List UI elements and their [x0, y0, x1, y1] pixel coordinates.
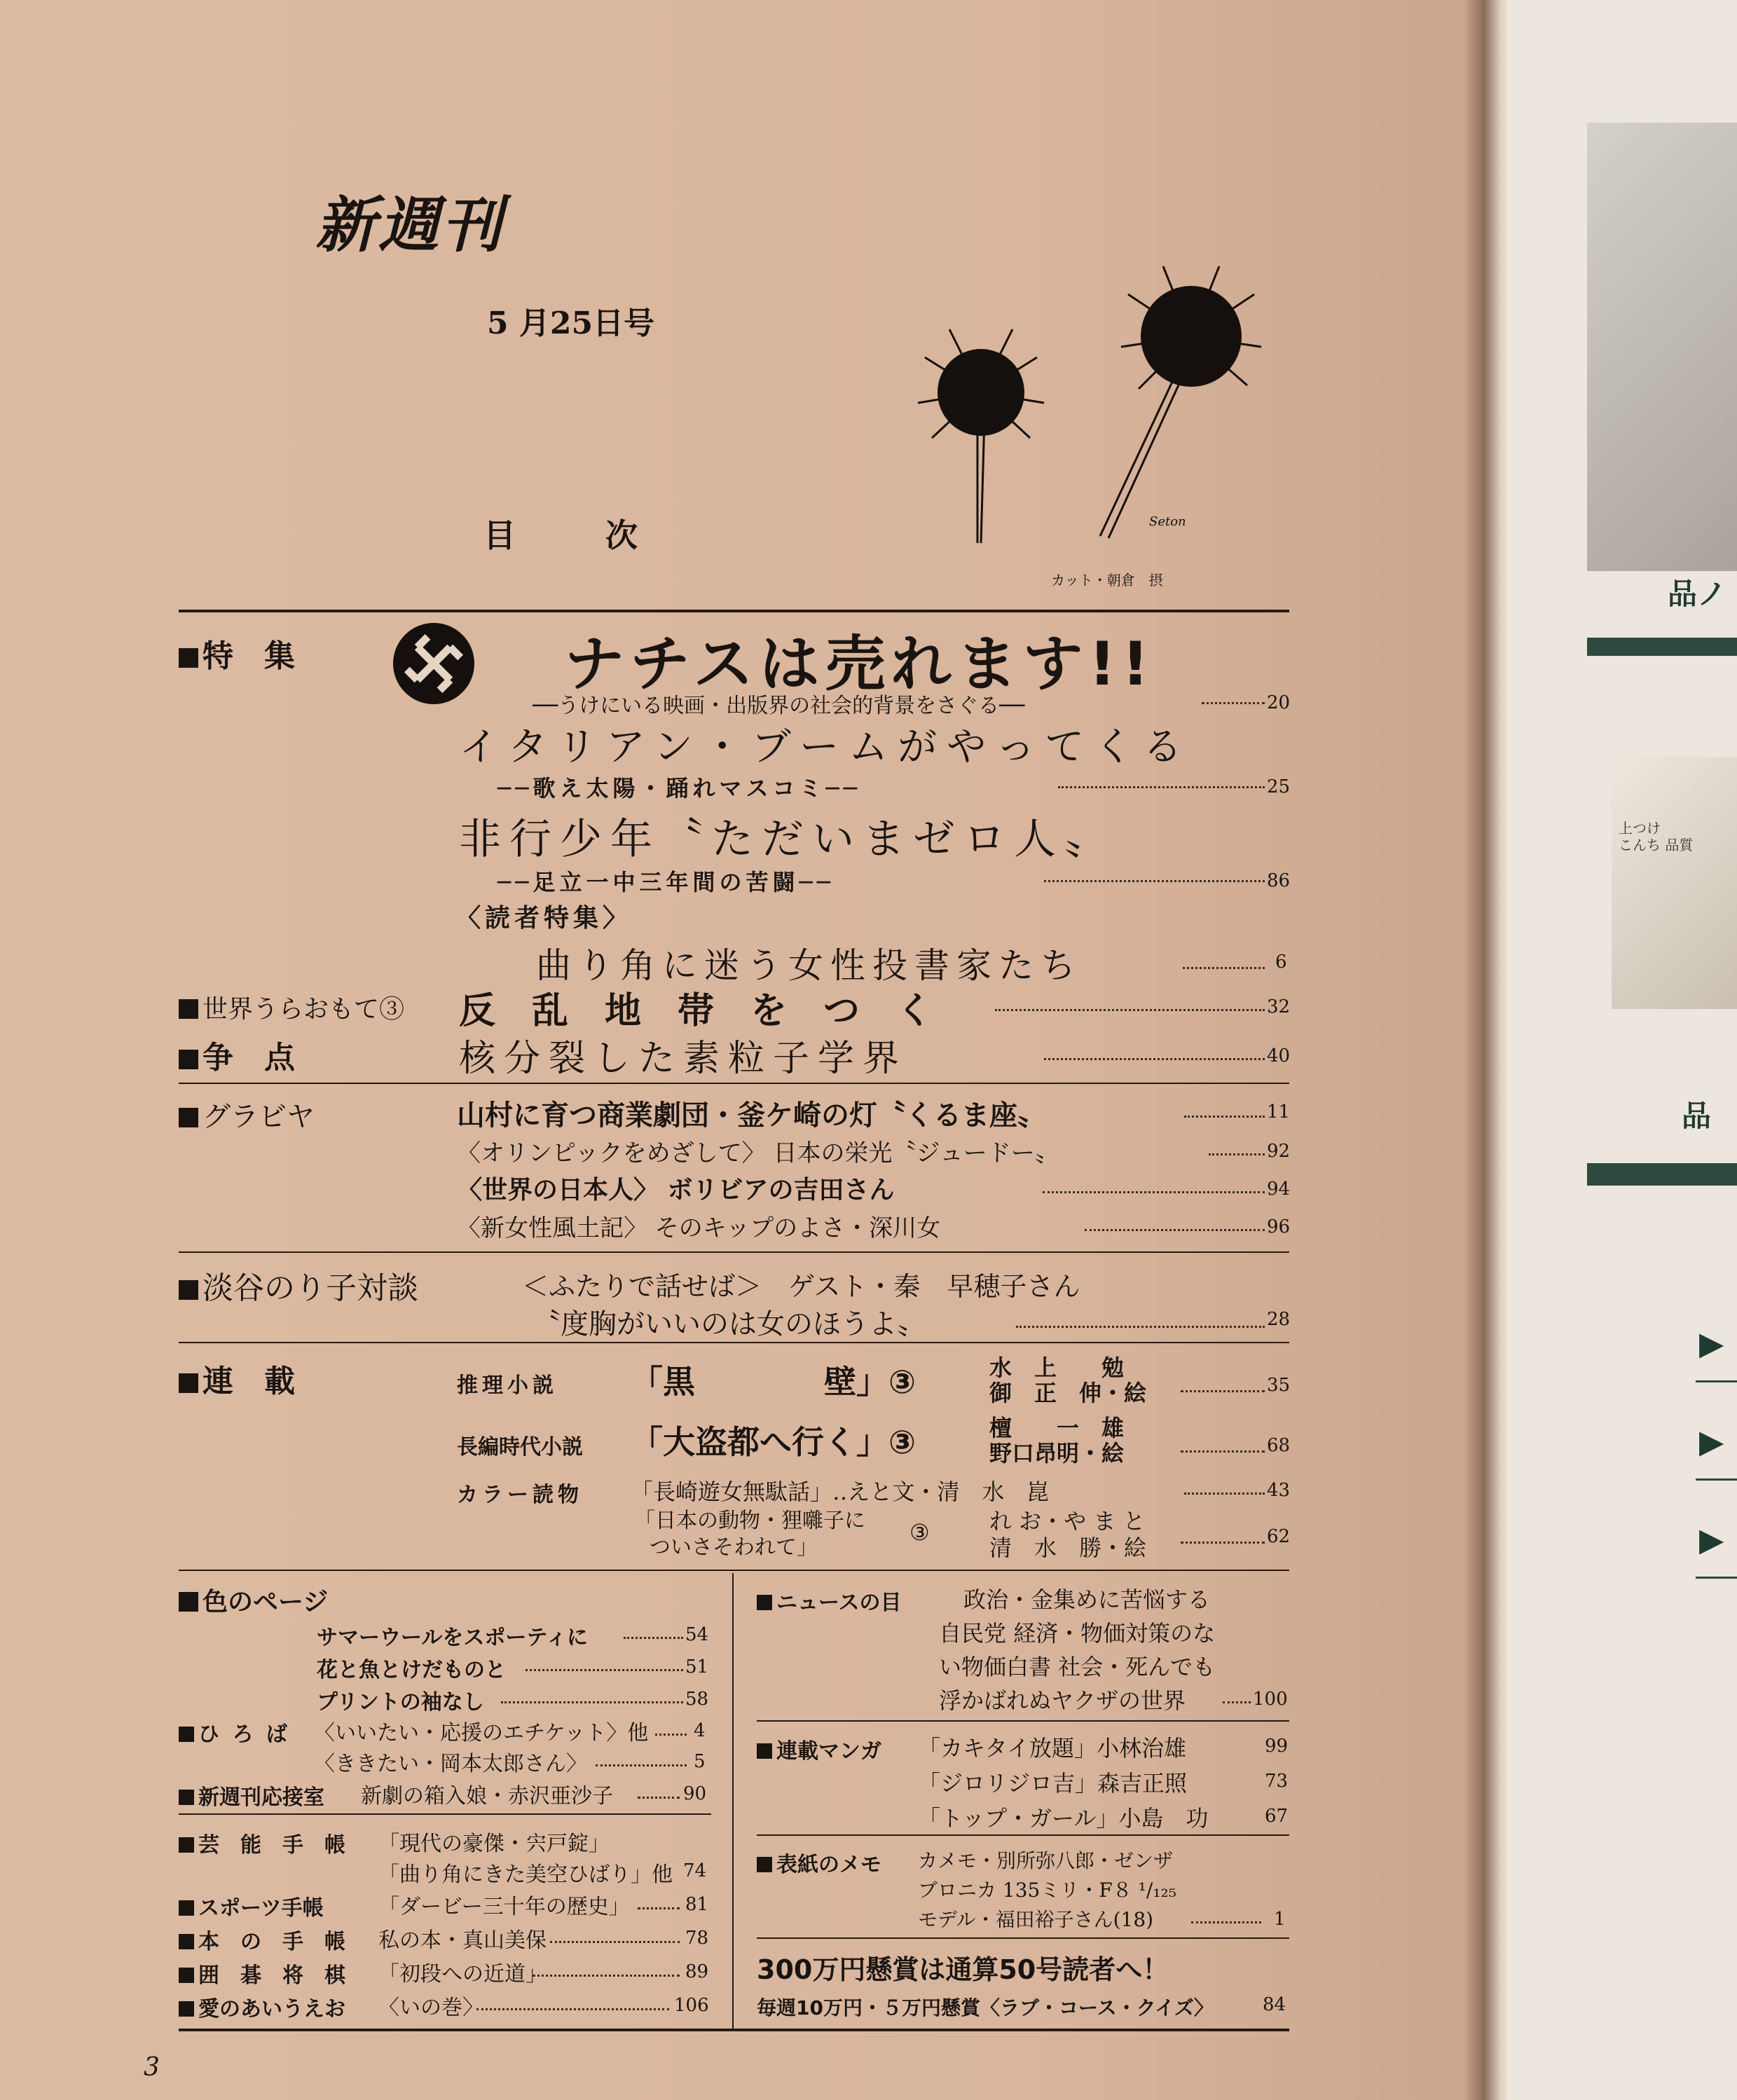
- section-rule: [757, 1720, 1289, 1722]
- italian-boom-subtitle: ──歌え太陽・踊れマスコミ──: [497, 775, 862, 802]
- leader-dots: [1085, 1229, 1265, 1231]
- talk-page: 28: [1267, 1309, 1291, 1330]
- manga-item: 「ジロリジロ吉」森吉正照: [918, 1770, 1188, 1797]
- serial-title: 「黒 壁」③: [631, 1363, 916, 1401]
- lead-article-subtitle: ──うけにいる映画・出版界の社会的背景をさぐる──: [533, 694, 1025, 718]
- magazine-title: 新週刊: [315, 191, 504, 261]
- arrow-icon: ▶: [1699, 1521, 1724, 1558]
- sports-label: スポーツ手帳: [179, 1890, 324, 1921]
- serial-genre: カラー読物: [457, 1483, 583, 1507]
- cut-credit: カット・朝倉 摂: [1051, 572, 1163, 589]
- leader-dots: [655, 1734, 687, 1736]
- cover-memo-page: 1: [1274, 1909, 1286, 1930]
- women-writers-title: 曲り角に迷う女性投書家たち: [536, 945, 1083, 986]
- color-page-item: プリントの袖なし: [317, 1690, 484, 1715]
- serial-author-block: れ お・や ま と 清 水 勝・絵: [989, 1508, 1147, 1561]
- women-writers-page: 6: [1275, 952, 1287, 973]
- hiroba-item-page: 4: [694, 1720, 706, 1741]
- leader-dots: [1181, 1542, 1265, 1544]
- leader-dots: [1044, 880, 1265, 882]
- swastika-emblem-icon: [391, 621, 476, 706]
- issue-section-label: 争 点: [179, 1032, 295, 1077]
- leader-dots: [1223, 1701, 1251, 1703]
- delinquency-title: 非行少年〝ただいまゼロ人〟: [459, 815, 1115, 864]
- color-page-item: サマーウールをスポーティに: [317, 1626, 588, 1650]
- cover-memo-line: カメモ・別所弥八郎・ゼンザ: [918, 1849, 1174, 1872]
- section-rule: [179, 1083, 1289, 1084]
- toc-top-rule: [179, 610, 1289, 612]
- world-article-page: 32: [1267, 996, 1291, 1017]
- gravure-item-1: 山村に育つ商業劇団・釜ケ崎の灯〝くるま座〟: [457, 1099, 1045, 1132]
- product-caption: 品: [1682, 1099, 1712, 1133]
- toc-heading: 目 次: [483, 516, 646, 554]
- gravure-item-4: 〈新女性風土記〉 そのキップのよさ・深川女: [457, 1214, 941, 1242]
- leader-dots: [1016, 1326, 1265, 1328]
- gravure-item-3: 〈世界の日本人〉 ボリビアの吉田さん: [457, 1176, 895, 1205]
- column-divider: [732, 1573, 734, 2029]
- serial-mark: ③: [909, 1519, 930, 1546]
- divider-line: [1696, 1478, 1737, 1481]
- italian-boom-page: 25: [1267, 776, 1291, 797]
- hiroba-item-page: 5: [694, 1751, 706, 1772]
- hiroba-label: ひ ろ ば: [179, 1717, 290, 1748]
- news-line: 自民党 経済・物価対策のな: [939, 1620, 1216, 1647]
- package-photo: [1612, 757, 1737, 1009]
- ai-label: 愛のあいうえお: [179, 1991, 345, 2022]
- talk-title: 〝度胸がいいのは女のほうよ〟: [533, 1308, 925, 1340]
- section-rule: [179, 1251, 1289, 1253]
- issue-date: 5 月25日号: [487, 306, 655, 341]
- section-rule: [757, 1834, 1289, 1836]
- leader-dots: [624, 1637, 683, 1639]
- book-text: 私の本・真山美保: [378, 1928, 547, 1953]
- color-page-item: 花と魚とけだものと: [317, 1658, 506, 1682]
- gravure-item-2: 〈オリンピックをめざして〉 日本の栄光〝ジュードー〟: [457, 1139, 1059, 1167]
- color-page-item-page: 51: [685, 1656, 709, 1677]
- text-panel: [1587, 1186, 1737, 1981]
- section-rule: [757, 1937, 1289, 1939]
- gravure-item-3-page: 94: [1267, 1179, 1291, 1200]
- serial-genre: 長編時代小説: [457, 1435, 583, 1460]
- issue-article-page: 40: [1267, 1045, 1291, 1066]
- leader-dots: [526, 1669, 683, 1671]
- color-page-item-page: 58: [685, 1689, 709, 1710]
- talk-section-label: 淡谷のり子対談: [179, 1263, 418, 1308]
- leader-dots: [638, 1797, 680, 1799]
- leader-dots: [1043, 1191, 1265, 1193]
- leader-dots: [533, 1975, 680, 1977]
- world-section-label: 世界うらおもて③: [179, 989, 404, 1025]
- serial-author-block: 水 上 勉 御 正 伸・絵: [989, 1354, 1147, 1406]
- reception-page: 90: [683, 1783, 707, 1804]
- arrow-icon: ▶: [1699, 1422, 1724, 1460]
- gravure-section-label: グラビヤ: [179, 1094, 315, 1134]
- news-label: ニュースの目: [757, 1585, 902, 1616]
- leader-dots: [1044, 1058, 1265, 1060]
- serial-title: 「長崎遊女無駄話」‥えと文・清 水 崑: [631, 1478, 1050, 1505]
- news-line: い物価白書 社会・死んでも: [939, 1654, 1216, 1680]
- geino-page: 74: [683, 1860, 707, 1881]
- leader-dots: [1181, 1450, 1265, 1453]
- news-page: 100: [1253, 1689, 1288, 1710]
- illustrator-signature: Seton: [1149, 514, 1186, 529]
- hiroba-item: 〈ききたい・岡本太郎さん〉: [314, 1752, 587, 1776]
- divider-line: [1696, 1380, 1737, 1382]
- serial-page: 35: [1267, 1375, 1291, 1396]
- sports-page: 81: [685, 1894, 709, 1915]
- divider-line: [1696, 1577, 1737, 1579]
- manga-item: 「カキタイ放題」小林治雄: [918, 1735, 1187, 1762]
- italian-boom-title: イタリアン・ブームがやってくる: [459, 725, 1193, 770]
- prize-page: 84: [1263, 1994, 1286, 2015]
- ai-text: 〈いの巻〉: [378, 1996, 483, 2020]
- lead-article-title: ナチスは売れます!!: [564, 629, 1155, 699]
- gravure-item-4-page: 96: [1267, 1216, 1291, 1237]
- igo-label: 囲 碁 将 棋: [179, 1958, 345, 1989]
- leader-dots: [550, 1941, 680, 1943]
- delinquency-subtitle: ──足立一中三年間の苦闘──: [497, 869, 835, 895]
- geino-label: 芸 能 手 帳: [179, 1827, 345, 1858]
- leader-dots: [501, 1701, 683, 1703]
- leader-dots: [1209, 1153, 1265, 1155]
- leader-dots: [1183, 967, 1265, 969]
- package-label: 上つけ こんち 品質: [1619, 820, 1694, 853]
- prize-detail: 毎週10万円・５万円懸賞〈ラブ・コース・クイズ〉: [757, 1996, 1214, 2019]
- ai-page: 106: [674, 1995, 709, 2016]
- section-rule: [179, 1570, 1289, 1571]
- geino-line-1: 「現代の豪傑・宍戸錠」: [378, 1832, 610, 1856]
- igo-page: 89: [685, 1961, 709, 1982]
- serial-page: 43: [1267, 1480, 1291, 1501]
- book-page: 78: [685, 1928, 709, 1949]
- serial-author-block: 檀 一 雄 野口昂明・絵: [989, 1415, 1125, 1467]
- cover-memo-line: ブロニカ 135ミリ・F８ ¹/₁₂₅: [918, 1879, 1177, 1902]
- sports-text: 「ダービー三十年の歴史」: [378, 1895, 630, 1919]
- delinquency-page: 86: [1267, 870, 1291, 891]
- leader-dots: [1184, 1116, 1265, 1118]
- leader-dots: [1181, 1390, 1265, 1392]
- leader-dots: [1058, 786, 1265, 788]
- cover-memo-line: モデル・福田裕子さん(18): [918, 1908, 1154, 1931]
- gravure-item-1-page: 11: [1267, 1102, 1291, 1123]
- leader-dots: [1191, 1921, 1261, 1923]
- hiroba-item: 〈いいたい・応援のエチケット〉他: [314, 1721, 649, 1745]
- color-page-item-page: 54: [685, 1624, 709, 1645]
- manga-item-page: 67: [1265, 1806, 1289, 1827]
- toc-bottom-rule: [179, 2029, 1289, 2031]
- feature-label: 特 集: [179, 631, 295, 675]
- serial-title: 「大盗都へ行く」③: [631, 1423, 916, 1461]
- reader-feature-label: 〈読者特集〉: [455, 904, 633, 933]
- serial-section-label: 連 載: [179, 1356, 295, 1401]
- page-number: 3: [144, 2053, 160, 2082]
- product-caption: 品ノ: [1668, 577, 1727, 611]
- color-pages-label: 色のページ: [179, 1582, 328, 1618]
- leader-dots: [476, 2008, 669, 2010]
- serial-title-block: 「日本の動物・狸囃子に ついさそわれて」: [634, 1509, 865, 1560]
- leader-dots: [1184, 1492, 1265, 1495]
- manga-item-page: 73: [1265, 1771, 1289, 1792]
- section-rule: [179, 1813, 711, 1815]
- serial-page: 68: [1267, 1435, 1291, 1456]
- manga-item-page: 99: [1265, 1736, 1289, 1757]
- manga-label: 連載マンガ: [757, 1734, 881, 1764]
- product-photo: [1587, 123, 1737, 571]
- cover-memo-label: 表紙のメモ: [757, 1847, 881, 1878]
- world-article-title: 反 乱 地 帯 を つ く: [459, 989, 933, 1032]
- leader-dots: [1202, 702, 1265, 704]
- book-label: 本 の 手 帳: [179, 1924, 345, 1955]
- manga-item: 「トップ・ガール」小島 功: [918, 1805, 1209, 1832]
- prize-headline: 300万円懸賞は通算50号読者へ！: [757, 1954, 1169, 1985]
- lead-article-page: 20: [1267, 692, 1291, 713]
- arrow-icon: ▶: [1699, 1324, 1724, 1362]
- news-line: 浮かばれぬヤクザの世界: [939, 1687, 1186, 1714]
- leader-dots: [638, 1907, 680, 1909]
- news-line: 政治・金集めに苦悩する: [963, 1586, 1211, 1613]
- reception-label: 新週刊応接室: [179, 1780, 324, 1811]
- flower-illustration: [883, 252, 1331, 547]
- igo-text: 「初段への近道」: [378, 1962, 547, 1986]
- leader-dots: [995, 1009, 1265, 1011]
- leader-dots: [596, 1764, 687, 1766]
- serial-genre: 推理小説: [457, 1373, 558, 1398]
- gravure-item-2-page: 92: [1267, 1141, 1291, 1162]
- green-band: [1587, 638, 1737, 656]
- talk-guest-line: ＜ふたりで話せば＞ ゲスト・秦 早穂子さん: [522, 1271, 1080, 1302]
- green-band: [1587, 1163, 1737, 1186]
- geino-line-2: 「曲り角にきた美空ひばり」他: [378, 1862, 673, 1887]
- serial-page: 62: [1267, 1526, 1291, 1547]
- section-rule: [179, 1342, 1289, 1343]
- issue-article-title: 核分裂した素粒子学界: [459, 1038, 908, 1080]
- reception-text: 新劇の箱入娘・赤沢亜沙子: [361, 1784, 613, 1809]
